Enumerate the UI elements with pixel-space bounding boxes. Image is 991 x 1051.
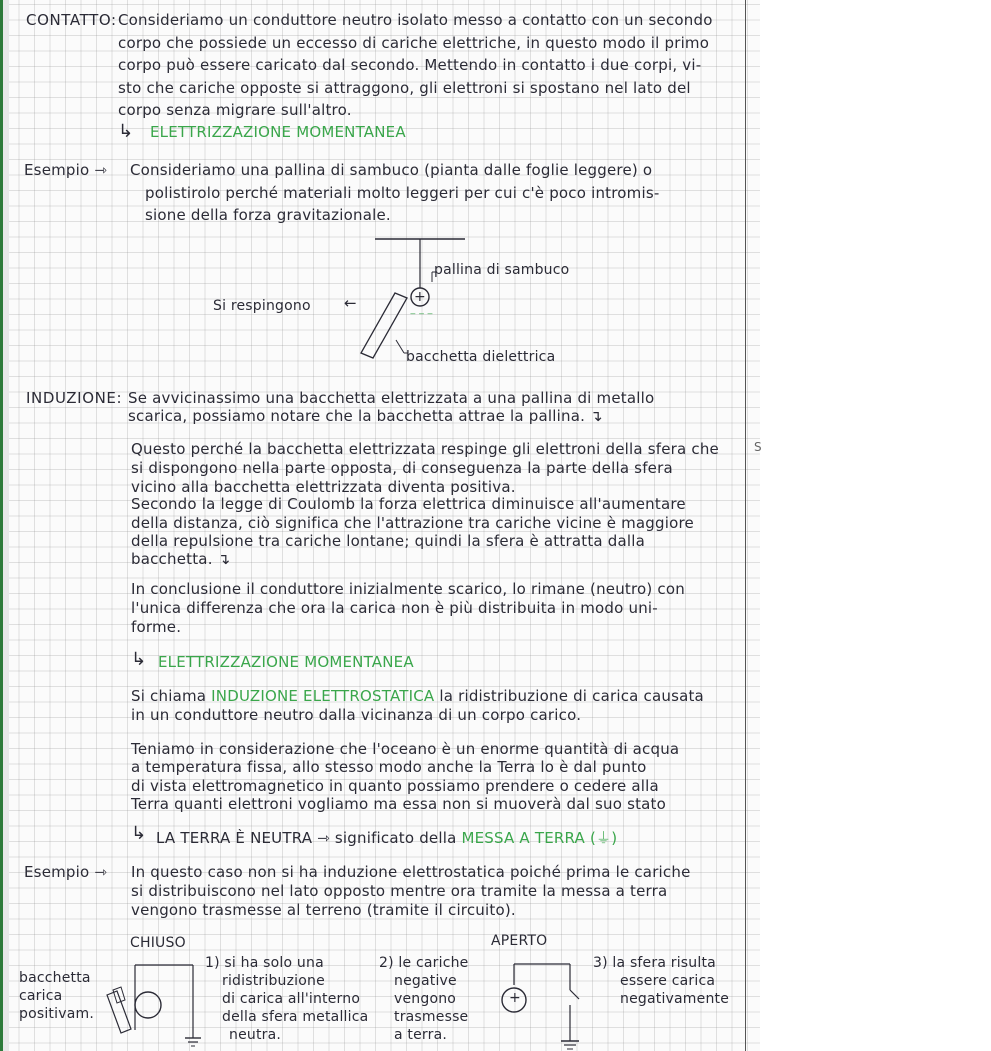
contatto-line: sto che cariche opposte si attraggono, gli elettroni si spostano nel lato del <box>118 79 691 97</box>
contatto-line: Consideriamo un conduttore neutro isolato messo a contatto con un secondo <box>118 11 713 29</box>
paragraph-line: forme. <box>131 618 182 636</box>
chiuso-label: CHIUSO <box>130 935 186 951</box>
aperto-label: APERTO <box>491 933 548 949</box>
bacchetta-note: positivam. <box>19 1006 94 1022</box>
step2-line: vengono <box>394 991 457 1007</box>
esempio-line: sione della forza gravitazionale. <box>145 206 391 224</box>
paragraph-line: bacchetta. ↴ <box>131 550 231 568</box>
bacchetta-note: bacchetta <box>19 970 91 986</box>
arrow-icon: ↳ <box>131 649 147 670</box>
bacchetta-label: bacchetta dielettrica <box>406 349 556 365</box>
induzione-line: Se avvicinassimo una bacchetta elettrizzata a una pallina di metallo <box>128 389 655 407</box>
arrow-icon: ↳ <box>131 823 147 844</box>
contatto-line: corpo che possiede un eccesso di cariche elettriche, in questo modo il primo <box>118 34 710 52</box>
terra-line: LA TERRA È NEUTRA ⇾ significato della MESSA A TERRA (⏚) <box>156 829 618 847</box>
esempio-label: Esempio ⇾ <box>24 161 108 179</box>
contatto-result: ELETTRIZZAZIONE MOMENTANEA <box>150 123 406 141</box>
step2-line: a terra. <box>394 1027 448 1043</box>
svg-text:‒ ‒ ‒: ‒ ‒ ‒ <box>410 309 433 319</box>
contatto-line: corpo senza migrare sull'altro. <box>118 101 352 119</box>
page-edge <box>745 0 746 1051</box>
paragraph-line: a temperatura fissa, allo stesso modo anche la Terra lo è dal punto <box>131 758 647 776</box>
esempio-label: Esempio ⇾ <box>24 863 108 881</box>
paragraph-line: vicino alla bacchetta elettrizzata diventa positiva. <box>131 478 516 496</box>
paragraph-line: Questo perché la bacchetta elettrizzata respinge gli elettroni della sfera che <box>131 440 719 458</box>
notebook-binding <box>0 0 9 1051</box>
paragraph-line: della distanza, ciò significa che l'attrazione tra cariche vicine è maggiore <box>131 514 694 532</box>
step2-line: trasmesse <box>394 1009 469 1025</box>
paragraph-line: Teniamo in considerazione che l'oceano è un enorme quantità di acqua <box>131 740 680 758</box>
messa-a-terra: MESSA A TERRA (⏚) <box>461 829 618 847</box>
paragraph-line: Secondo la legge di Coulomb la forza elettrica diminuisce all'aumentare <box>131 495 686 513</box>
paragraph-line: della repulsione tra cariche lontane; quindi la sfera è attratta dalla <box>131 532 645 550</box>
induzione-label: INDUZIONE: <box>26 389 123 407</box>
esempio-line: Consideriamo una pallina di sambuco (pianta dalle foglie leggere) o <box>130 161 653 179</box>
step3-line: negativamente <box>620 991 730 1007</box>
paragraph-line: l'unica differenza che ora la carica non è più distribuita in modo uni- <box>131 599 658 617</box>
sphere-plus-sign: + <box>414 289 426 305</box>
definition-line: Si chiama INDUZIONE ELETTROSTATICA la ridistribuzione di carica causata <box>131 687 704 705</box>
arrow-icon: ↳ <box>118 121 134 142</box>
step3-line: 3) la sfera risulta <box>593 955 716 971</box>
definition-line: in un conduttore neutro dalla vicinanza di un corpo carico. <box>131 706 582 724</box>
step1-line: ridistribuzione <box>222 973 325 989</box>
step2-line: negative <box>394 973 457 989</box>
definition-term: INDUZIONE ELETTROSTATICA <box>211 687 435 705</box>
paragraph-line: di vista elettromagnetico in quanto possiamo prendere o cedere alla <box>131 777 659 795</box>
step1-line: di carica all'interno <box>222 991 361 1007</box>
left-arrow-icon: ← <box>344 294 357 312</box>
esempio-line: si distribuiscono nel lato opposto mentre ora tramite la messa a terra <box>131 882 668 900</box>
step1-line: 1) si ha solo una <box>205 955 324 971</box>
esempio-line: vengono trasmesse al terreno (tramite il circuito). <box>131 901 516 919</box>
paragraph-line: Terra quanti elettroni vogliamo ma essa non si muoverà dal suo stato <box>131 795 667 813</box>
esempio-line: In questo caso non si ha induzione elettrostatica poiché prima le cariche <box>131 863 691 881</box>
induzione-line: scarica, possiamo notare che la bacchetta attrae la pallina. ↴ <box>128 407 603 425</box>
respingono-label: Si respingono <box>213 298 311 314</box>
sphere-plus-sign: + <box>509 990 521 1006</box>
induzione-result: ELETTRIZZAZIONE MOMENTANEA <box>158 653 414 671</box>
step1-line: neutra. <box>229 1027 282 1043</box>
step1-line: della sfera metallica <box>222 1009 369 1025</box>
pallina-label: pallina di sambuco <box>434 262 570 278</box>
step2-line: 2) le cariche <box>379 955 469 971</box>
contatto-label: CONTATTO: <box>26 11 117 29</box>
margin-mark: S <box>754 440 762 454</box>
paragraph-line: In conclusione il conduttore inizialmente scarico, lo rimane (neutro) con <box>131 580 685 598</box>
esempio-line: polistirolo perché materiali molto leggeri per cui c'è poco intromis- <box>145 184 660 202</box>
paragraph-line: si dispongono nella parte opposta, di conseguenza la parte della sfera <box>131 459 673 477</box>
contatto-line: corpo può essere caricato dal secondo. Mettendo in contatto i due corpi, vi- <box>118 56 702 74</box>
closed-circuit-figure <box>95 950 215 1051</box>
bacchetta-note: carica <box>19 988 63 1004</box>
step3-line: essere carica <box>620 973 716 989</box>
